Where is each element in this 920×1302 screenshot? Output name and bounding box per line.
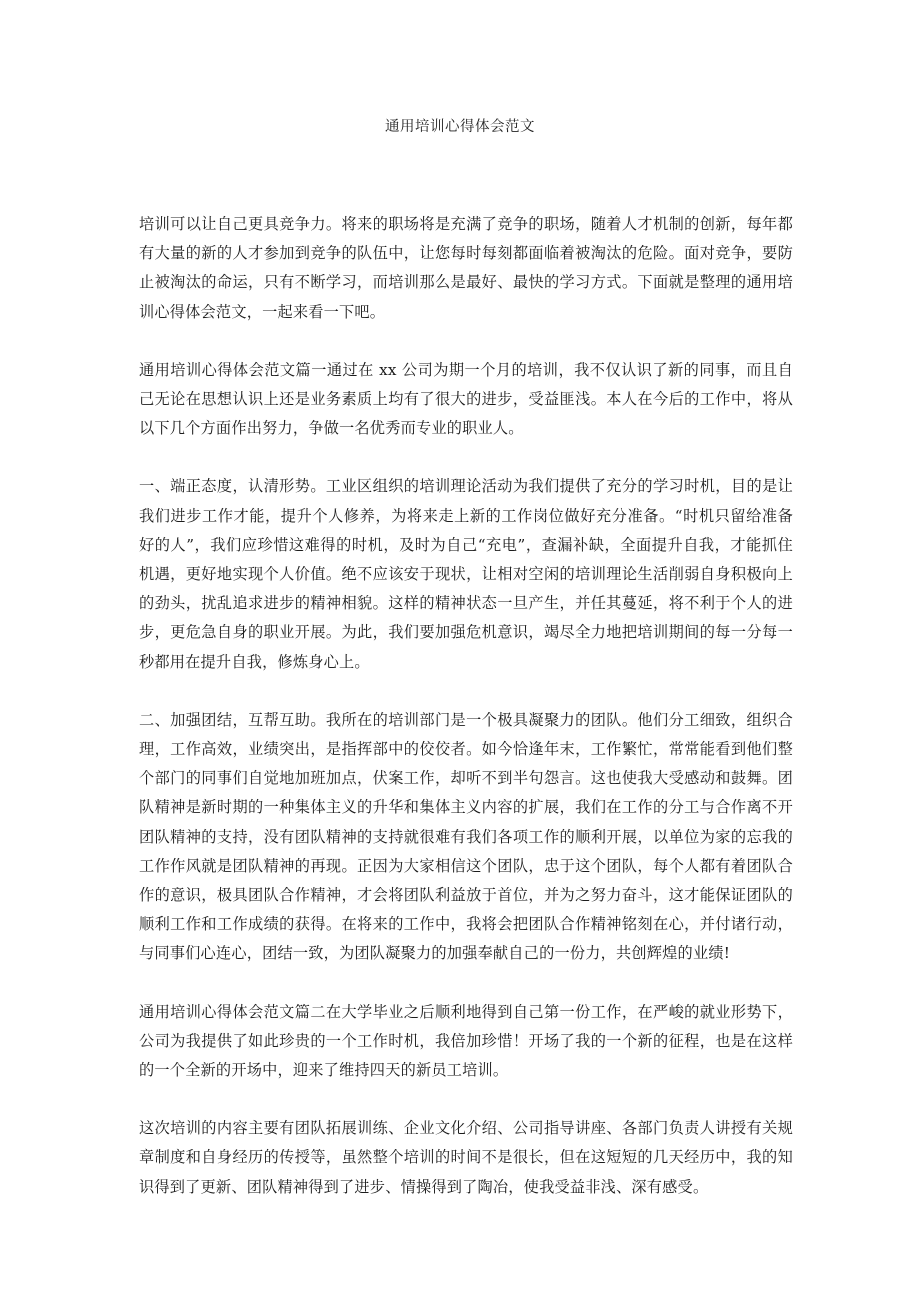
paragraph-essay-one-intro: 通用培训心得体会范文篇一通过在 xx 公司为期一个月的培训，我不仅认识了新的同事，而且自己无论在思想认识上还是业务素质上均有了很大的进步，受益匪浅。本人在今后的工作中，将从以下几个方面作出努力，争做一名优秀而专业的职业人。 (139, 360, 793, 438)
paragraph-intro: 培训可以让自己更具竞争力。将来的职场将是充满了竞争的职场，随着人才机制的创新，每年都有大量的新的人才参加到竞争的队伍中，让您每时每刻都面临着被淘汰的危险。面对竞争，要防止被淘汰的命运，只有不断学习，而培训那么是最好、最快的学习方式。下面就是整理的通用培训心得体会范文，一起来看一下吧。 (139, 215, 793, 321)
document-body (139, 210, 793, 1231)
document-title: 通用培训心得体会范文 (385, 119, 535, 135)
paragraph-point-two: 二、加强团结，互帮互助。我所在的培训部门是一个极具凝聚力的团队。他们分工细致，组织合理，工作高效，业绩突出，是指挥部中的佼佼者。如今恰逢年末，工作繁忙，常常能看到他们整个部门的同事们自觉地加班加点，伏案工作，却听不到半句怨言。这也使我大受感动和鼓舞。团队精神是新时期的一种集体主义的升华和集体主义内容的扩展，我们在工作的分工与合作离不开团队精神的支持，没有团队精神的支持就很难有我们各项工作的顺利开展，以单位为家的忘我的工作作风就是团队精神的再现。正因为大家相信这个团队，忠于这个团队，每个人都有着团队合作的意识，极具团队合作精神，才会将团队利益放于首位，并为之努力奋斗，这才能保证团队的顺利工作和工作成绩的获得。在将来的工作中，我将会把团队合作精神铭刻在心，并付诸行动，与同事们心连心，团结一致，为团队凝聚力的加强奉献自己的一份力，共创辉煌的业绩! (139, 710, 793, 963)
paragraph-point-one: 一、端正态度，认清形势。工业区组织的培训理论活动为我们提供了充分的学习时机，目的是让我们进步工作才能，提升个人修养，为将来走上新的工作岗位做好充分准备。“时机只留给准备好的人”，我们应珍惜这难得的时机，及时为自己“充电”，查漏补缺，全面提升自我，才能抓住机遇，更好地实现个人价值。绝不应该安于现状，让相对空闲的培训理论生活削弱自身积极向上的劲头，扰乱追求进步的精神相貌。这样的精神状态一旦产生，并任其蔓延，将不利于个人的进步，更危急自身的职业开展。为此，我们要加强危机意识，竭尽全力地把培训期间的每一分每一秒都用在提升自我，修炼身心上。 (139, 477, 793, 671)
paragraph-training-content: 这次培训的内容主要有团队拓展训练、企业文化介绍、公司指导讲座、各部门负责人讲授有关规章制度和自身经历的传授等，虽然整个培训的时间不是很长，但在这短短的几天经历中，我的知识得到了更新、团队精神得到了进步、情操得到了陶冶，使我受益非浅、深有感受。 (139, 1119, 793, 1196)
paragraph-essay-two-intro: 通用培训心得体会范文篇二在大学毕业之后顺利地得到自己第一份工作，在严峻的就业形势下，公司为我提供了如此珍贵的一个工作时机，我倍加珍惜！开场了我的一个新的征程，也是在这样的一个全新的开场中，迎来了维持四天的新员工培训。 (139, 1002, 793, 1080)
